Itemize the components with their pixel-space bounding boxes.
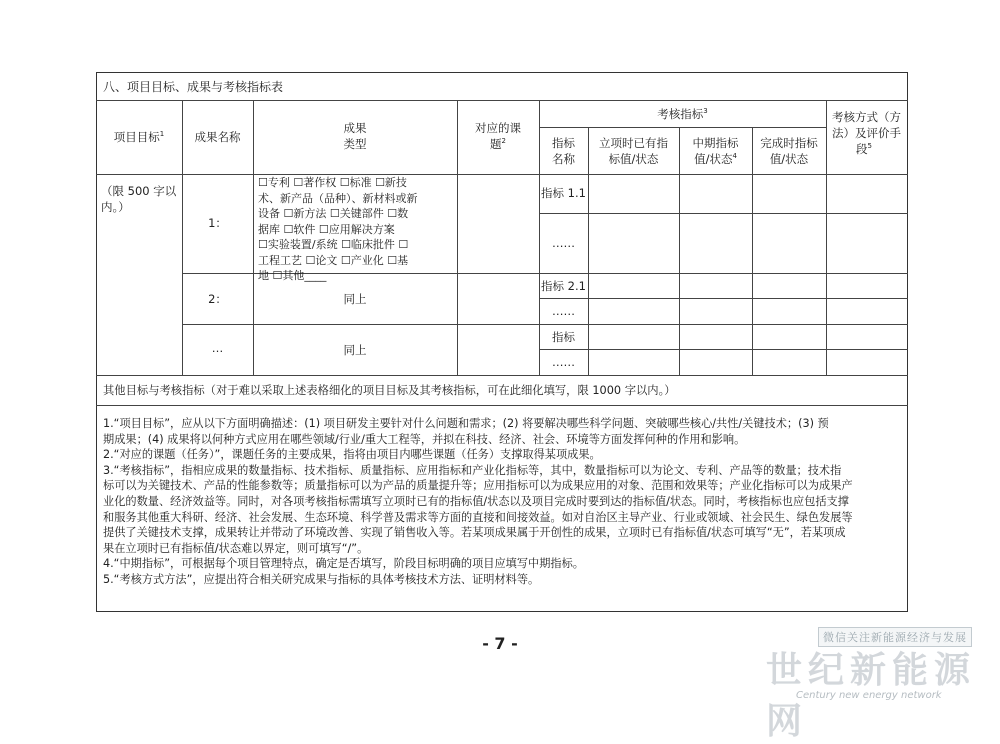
note-line: 果在立项时已有指标值/状态难以界定，则可填写“/”。 <box>103 541 369 555</box>
rule <box>539 298 908 299</box>
watermark-sub: Century new energy network <box>796 690 942 701</box>
row1-label: 1： <box>208 216 227 230</box>
note-line: 业化的数量、经济效益等。同时，对各项考核指标需填写立项时已有的指标值/状态以及项目完成时要到达的指标值/状态。同时，考核指标也应包括支撑 <box>103 494 849 508</box>
header-goal: 项目目标$^1$ <box>113 130 165 144</box>
header-ind-mid: 中期指标 值/状态$^4$ <box>692 136 739 166</box>
note-line: 和服务其他重大科研、经济、社会发展、生态环境、科学普及需求等方面的直接和间接效益。如对自治区主导产业、行业或领域、社会民生、绿色发展等 <box>103 510 853 524</box>
row3-label: … <box>211 341 224 355</box>
note-line: 期成果；(4) 成果将以何种方式应用在哪些领域/行业/重大工程等，并拟在科技、经济、社会、环境等方面发挥何种的作用和影响。 <box>103 432 746 446</box>
goal-placeholder[interactable]: （限 500 字以 内。） <box>101 184 177 214</box>
row2-indicator-a: 指标 2.1 <box>541 279 586 293</box>
row1-indicator-b: …… <box>552 236 575 250</box>
page-number: - 7 - <box>482 634 518 653</box>
header-ind-final: 完成时指标 值/状态 <box>760 136 818 166</box>
rule <box>539 213 908 214</box>
row2-indicator-b: …… <box>552 304 575 318</box>
row2-label: 2： <box>208 292 227 306</box>
row1-indicator-a: 指标 1.1 <box>541 186 586 200</box>
rule <box>539 127 826 128</box>
header-ind-existing: 立项时已有指 标值/状态 <box>599 136 668 166</box>
header-result-type: 成果 类型 <box>343 121 367 151</box>
header-topic: 对应的课 题$^2$ <box>475 121 521 151</box>
result-type-line[interactable]: 地 ☐其他____ <box>258 269 327 282</box>
note-line: 5.“考核方式方法”，应提出符合相关研究成果与指标的具体考核技术方法、证明材料等。 <box>103 572 540 586</box>
note-line: 提供了关键技术支撑，成果转让并带动了环境改善、实现了销售收入等。若某项成果属于开创性的成果，立项时已有指标值/状态可填写“无”，若某项成 <box>103 526 846 540</box>
rule <box>182 324 908 325</box>
watermark-top: 微信关注新能源经济与发展 <box>818 627 972 647</box>
result-type-line[interactable]: ☐专利 ☐著作权 ☐标准 ☐新技 <box>258 176 407 189</box>
note-line: 4.“中期指标”，可根据每个项目管理特点，确定是否填写，阶段目标明确的项目应填写中期指标。 <box>103 557 584 571</box>
header-result-name: 成果名称 <box>194 130 241 144</box>
note-line: 2.“对应的课题（任务）”，课题任务的主要成果，指将由项目内哪些课题（任务）支撑取得某项成果。 <box>103 448 601 462</box>
result-type-options[interactable] <box>258 175 454 284</box>
note-line: 1.“项目目标”，应从以下方面明确描述：(1) 项目研发主要针对什么问题和需求；(2) 将要解决哪些科学问题、突破哪些核心/共性/关键技术；(3) 预 <box>103 417 829 430</box>
rule <box>826 100 827 375</box>
watermark-logo: 世纪新能源网 <box>766 649 977 742</box>
section-title: 八、项目目标、成果与考核指标表 <box>103 80 284 94</box>
row2-type: 同上 <box>343 292 367 306</box>
result-type-line[interactable]: ☐实验装置/系统 ☐临床批件 ☐ <box>258 238 409 251</box>
rule <box>96 100 908 101</box>
row3-indicator-b: …… <box>552 355 575 369</box>
other-goals[interactable]: 其他目标与考核指标（对于难以采取上述表格细化的项目目标及其考核指标，可在此细化填写，限 1000 字以内。） <box>103 384 676 397</box>
rule <box>539 349 908 350</box>
header-ind-name: 指标 名称 <box>552 136 575 166</box>
result-type-line[interactable]: 工程工艺 ☐论文 ☐产业化 ☐基 <box>258 253 409 267</box>
row3-type: 同上 <box>343 343 367 357</box>
header-method: 考核方式（方 法）及评价手 段$^5$ <box>832 110 901 156</box>
header-indicators: 考核指标$^3$ <box>657 107 708 121</box>
note-line: 标可以为关键技术、产品的性能参数等；质量指标可以为产品的质量提升等；应用指标可以为成果应用的对象、范围和效果等；产业化指标可以为成果产 <box>103 479 853 493</box>
result-type-line[interactable]: 设备 ☐新方法 ☐关键部件 ☐数 <box>258 207 409 220</box>
row3-indicator-a: 指标 <box>552 330 575 344</box>
rule <box>96 375 908 376</box>
note-line: 3.“考核指标”，指相应成果的数量指标、技术指标、质量指标、应用指标和产业化指标等，其中，数量指标可以为论文、专利、产品等的数量；技术指 <box>103 463 842 477</box>
result-type-line[interactable]: 据库 ☐软件 ☐应用解决方案 <box>258 222 395 236</box>
rule <box>96 405 908 406</box>
result-type-line[interactable]: 术、新产品（品种）、新材料或新 <box>258 191 418 205</box>
rule <box>96 174 908 175</box>
notes <box>103 416 903 588</box>
